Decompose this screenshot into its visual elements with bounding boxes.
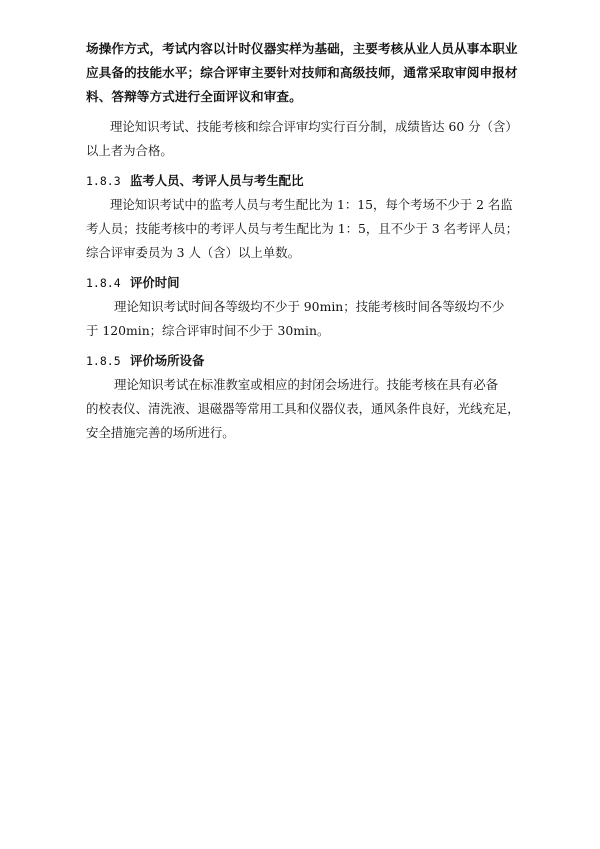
intro-line: 场操作方式，考试内容以计时仪器实样为基础，主要考核从业人员从事本职业 xyxy=(86,41,518,56)
section-title: 监考人员、考评人员与考生配比 xyxy=(130,173,304,188)
scoring-line: 理论知识考试、技能考核和综合评审均实行百分制，成绩皆达 60 分（含） xyxy=(110,119,518,134)
section-line: 考人员；技能考核中的考评人员与考生配比为 1：5，且不少于 3 名考评人员； xyxy=(86,221,518,236)
section-body-1-8-5 xyxy=(86,373,526,445)
intro-paragraph xyxy=(86,37,526,109)
section-heading-1-8-4 xyxy=(86,271,526,295)
section-line: 理论知识考试时间各等级均不少于 90min；技能考核时间各等级均不少 xyxy=(114,299,505,314)
section-body-1-8-3 xyxy=(86,193,526,265)
section-heading-1-8-5 xyxy=(86,349,526,373)
section-title: 评价场所设备 xyxy=(130,353,205,368)
scoring-line: 以上者为合格。 xyxy=(86,143,173,158)
scoring-paragraph xyxy=(86,115,526,163)
section-line: 于 120min；综合评审时间不少于 30min。 xyxy=(86,323,330,338)
section-line: 综合评审委员为 3 人（含）以上单数。 xyxy=(86,245,301,260)
section-line: 安全措施完善的场所进行。 xyxy=(86,425,235,440)
section-body-1-8-4 xyxy=(86,295,526,343)
intro-line: 应具备的技能水平；综合评审主要针对技师和高级技师，通常采取审阅申报材 xyxy=(86,65,518,80)
section-heading-1-8-3 xyxy=(86,169,526,193)
section-line: 理论知识考试中的监考人员与考生配比为 1：15，每个考场不少于 2 名监 xyxy=(110,197,513,212)
section-title: 评价时间 xyxy=(130,275,180,290)
section-line: 理论知识考试在标准教室或相应的封闭会场进行。技能考核在具有必备 xyxy=(114,377,499,392)
intro-line: 料、答辩等方式进行全面评议和审查。 xyxy=(86,89,302,104)
document-page xyxy=(86,37,526,445)
section-number: 1.8.3 xyxy=(86,174,121,188)
section-number: 1.8.4 xyxy=(86,276,121,290)
section-number: 1.8.5 xyxy=(86,354,121,368)
section-line: 的校表仪、清洗液、退磁器等常用工具和仪器仪表，通风条件良好，光线充足， xyxy=(86,401,520,416)
